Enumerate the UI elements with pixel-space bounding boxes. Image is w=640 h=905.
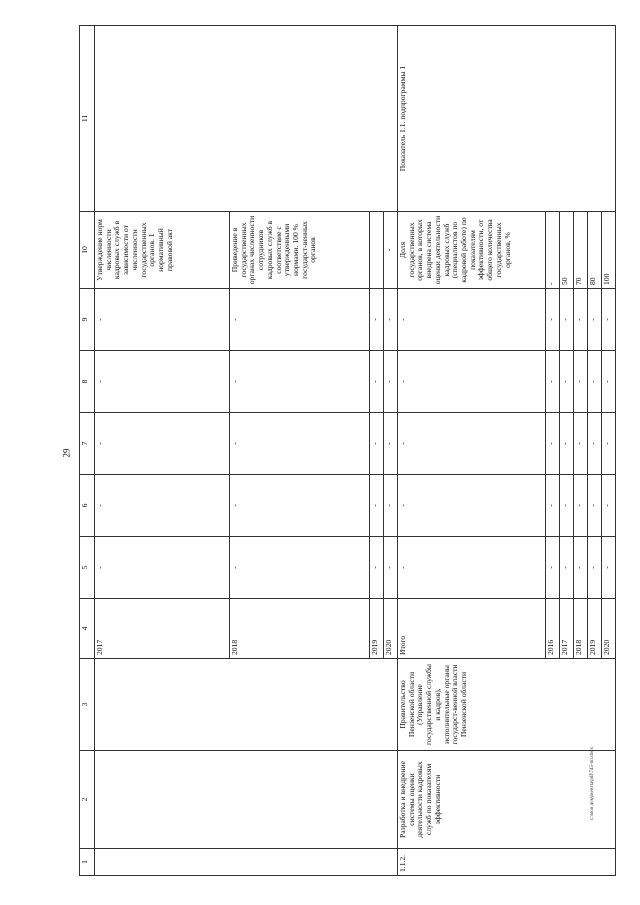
value-cell: - xyxy=(398,537,546,599)
measure-name: Разработка и внедрение системы оценки деятельности кадровых служб по показателям эффективности xyxy=(398,751,616,849)
col-number: 5 xyxy=(80,537,95,599)
indicator-value: 50 xyxy=(560,212,574,289)
value-cell: - xyxy=(95,413,230,475)
col-number: 11 xyxy=(80,26,95,212)
value-cell: - xyxy=(546,351,560,413)
column-number-row xyxy=(80,26,95,876)
indicator-cell: Доля государственных органов, в которых внедрена система оценки деятельности кадровых служб (специалистов по кадровой работе) по показателям эффективности, от общего количества государственных органов, % xyxy=(398,212,546,289)
value-cell: - xyxy=(574,413,588,475)
table-row xyxy=(398,26,546,876)
value-cell: - xyxy=(602,475,616,537)
value-cell: - xyxy=(574,537,588,599)
indicator-cell xyxy=(370,212,384,289)
year-cell: 2020 xyxy=(602,599,616,659)
value-cell: - xyxy=(230,413,370,475)
cell-empty xyxy=(95,849,398,876)
value-cell: - xyxy=(230,475,370,537)
year-cell: 2018 xyxy=(574,599,588,659)
col-number: 8 xyxy=(80,351,95,413)
indicator-value: 80 xyxy=(588,212,602,289)
value-cell: - xyxy=(602,537,616,599)
col-number: 9 xyxy=(80,289,95,351)
value-cell: - xyxy=(602,413,616,475)
col-number: 1 xyxy=(80,849,95,876)
col-number: 7 xyxy=(80,413,95,475)
indicator-cell: Утверждение норм численности кадровых служб в зависимости от численности государственных органов. 1 нормативный правовой акт xyxy=(95,212,230,289)
year-cell: 2019 xyxy=(370,599,384,659)
value-cell: - xyxy=(574,289,588,351)
value-cell: - xyxy=(95,289,230,351)
value-cell: - xyxy=(230,351,370,413)
value-cell: - xyxy=(546,413,560,475)
value-cell: - xyxy=(588,351,602,413)
value-cell: - xyxy=(546,537,560,599)
program-table xyxy=(79,25,616,876)
value-cell: - xyxy=(384,475,398,537)
value-cell: - xyxy=(384,413,398,475)
program-reference: Показатель 1.1. подпрограммы 1 xyxy=(398,26,616,212)
value-cell: - xyxy=(588,537,602,599)
value-cell: - xyxy=(398,475,546,537)
executor-cell: Правительство Пензенской области (Управление государственной службы и кадров), исполнительные органы государст-венной власти Пензенской области xyxy=(398,659,616,751)
value-cell: - xyxy=(398,289,546,351)
indicator-cell: - xyxy=(384,212,398,289)
value-cell: - xyxy=(370,351,384,413)
value-cell: - xyxy=(398,413,546,475)
col-number: 6 xyxy=(80,475,95,537)
footer-file-path: c:\мои документы\pdf\745-пп.docx xyxy=(590,747,595,820)
value-cell: - xyxy=(95,537,230,599)
col-number: 4 xyxy=(80,599,95,659)
value-cell: - xyxy=(546,289,560,351)
value-cell: - xyxy=(384,289,398,351)
page-number: 29 xyxy=(61,448,72,458)
value-cell: - xyxy=(560,475,574,537)
value-cell: - xyxy=(588,475,602,537)
value-cell: - xyxy=(398,351,546,413)
year-cell: 2018 xyxy=(230,599,370,659)
indicator-value: 70 xyxy=(574,212,588,289)
cell-empty xyxy=(95,659,398,751)
value-cell: - xyxy=(574,351,588,413)
indicator-value: 100 xyxy=(602,212,616,289)
value-cell: - xyxy=(588,289,602,351)
table-row xyxy=(95,26,230,876)
indicator-cell: Приведение в государственных органах численности сотрудников кадровых служб в соответствие с утвержденными нормами. 100 % государст-венных органов xyxy=(230,212,370,289)
value-cell: - xyxy=(95,351,230,413)
value-cell: - xyxy=(574,475,588,537)
cell-empty xyxy=(95,26,398,212)
value-cell: - xyxy=(560,289,574,351)
total-label: Итого xyxy=(398,599,546,659)
value-cell: - xyxy=(384,351,398,413)
value-cell: - xyxy=(230,289,370,351)
value-cell: - xyxy=(588,413,602,475)
value-cell: - xyxy=(602,351,616,413)
row-number: 1.1.2. xyxy=(398,849,616,876)
indicator-value: - xyxy=(546,212,560,289)
value-cell: - xyxy=(370,475,384,537)
value-cell: - xyxy=(560,413,574,475)
value-cell: - xyxy=(370,537,384,599)
value-cell: - xyxy=(384,537,398,599)
value-cell: - xyxy=(230,537,370,599)
year-cell: 2017 xyxy=(95,599,230,659)
cell-empty xyxy=(95,751,398,849)
year-cell: 2020 xyxy=(384,599,398,659)
year-cell: 2017 xyxy=(560,599,574,659)
value-cell: - xyxy=(560,537,574,599)
value-cell: - xyxy=(546,475,560,537)
year-cell: 2019 xyxy=(588,599,602,659)
value-cell: - xyxy=(602,289,616,351)
year-cell: 2016 xyxy=(546,599,560,659)
col-number: 10 xyxy=(80,212,95,289)
value-cell: - xyxy=(95,475,230,537)
value-cell: - xyxy=(560,351,574,413)
value-cell: - xyxy=(370,289,384,351)
col-number: 3 xyxy=(80,659,95,751)
value-cell: - xyxy=(370,413,384,475)
col-number: 2 xyxy=(80,751,95,849)
